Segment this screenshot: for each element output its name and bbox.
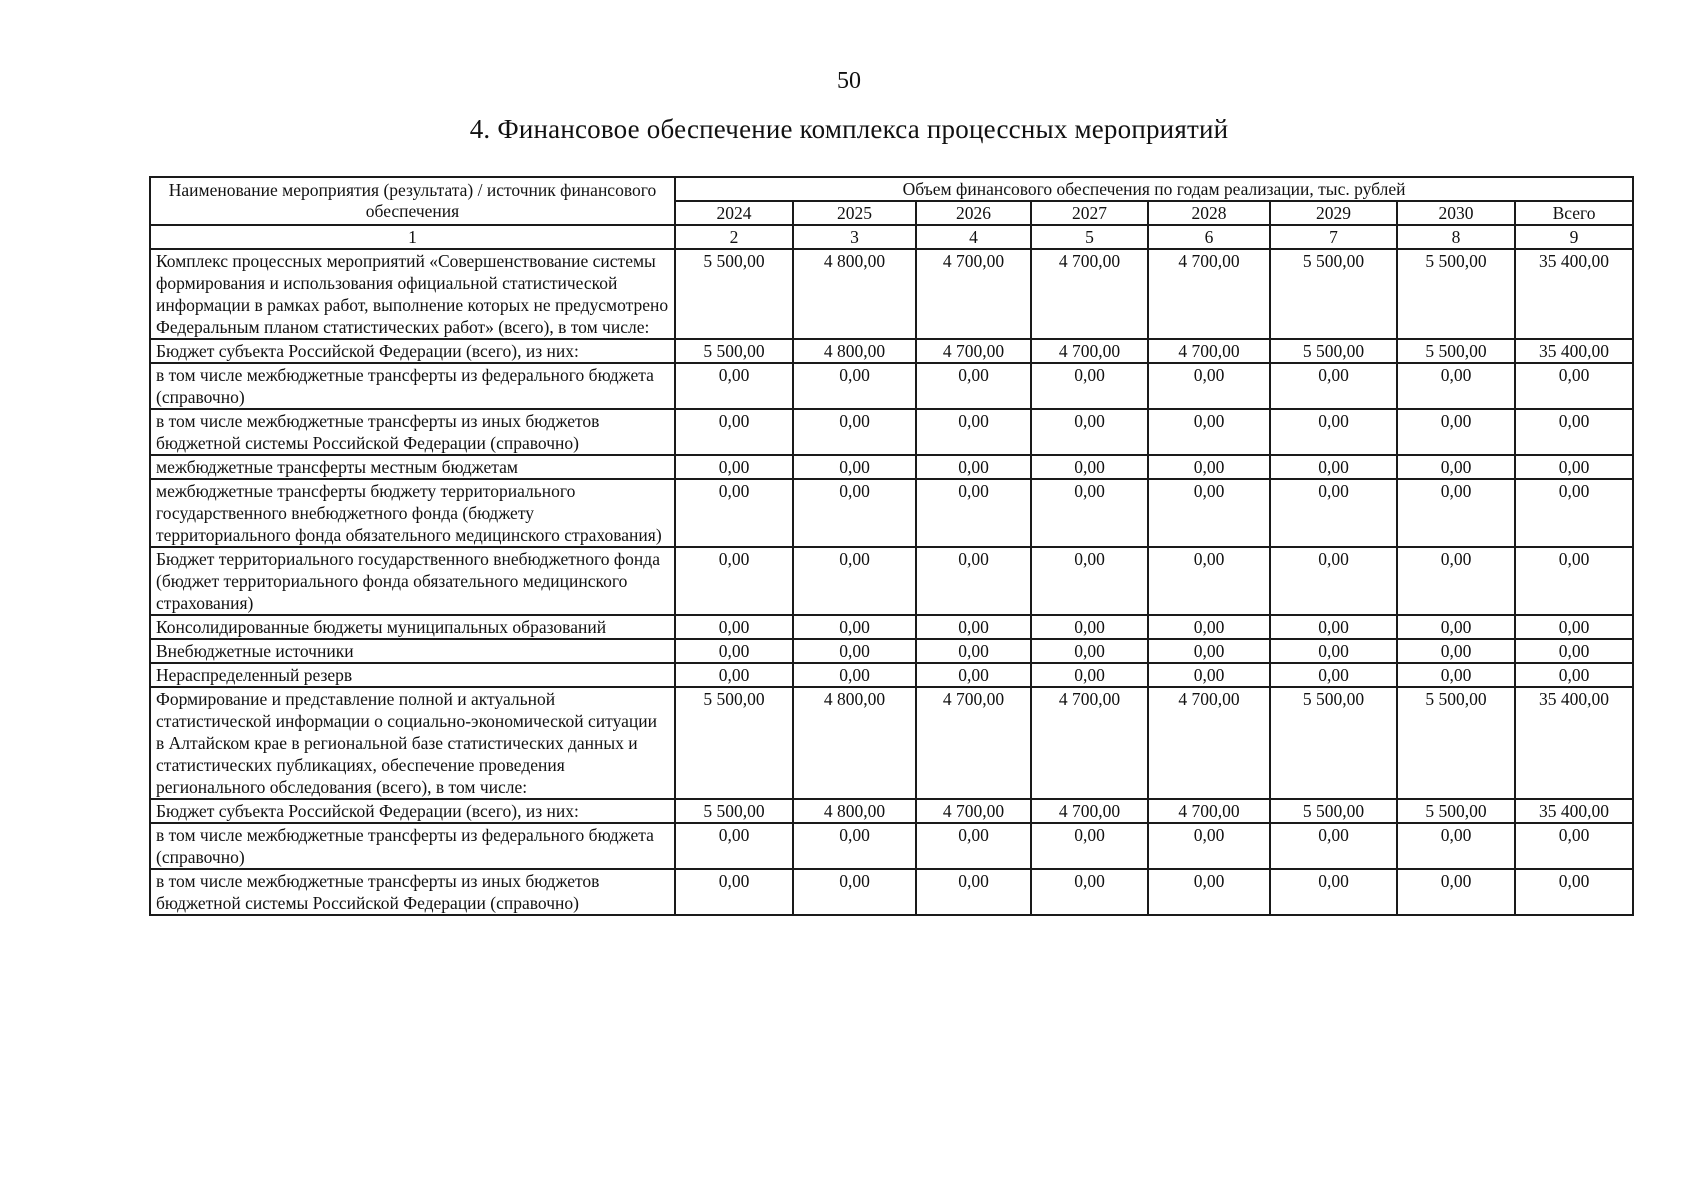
row-year-value: 0,00 [1148, 363, 1270, 409]
row-year-value: 0,00 [793, 409, 916, 455]
header-year: 2028 [1148, 201, 1270, 225]
row-name: Формирование и представление полной и актуальной статистической информации о социально-экономической ситуации в Алтайском крае в региональной базе статистических данных и статистических публикациях, обеспечение проведения регионального обследования (всего), в том числе: [150, 687, 675, 799]
row-year-value: 5 500,00 [1397, 249, 1515, 339]
column-number: 7 [1270, 225, 1397, 249]
row-year-value: 0,00 [793, 547, 916, 615]
table-row [150, 799, 1633, 823]
column-number: 3 [793, 225, 916, 249]
row-total-value: 35 400,00 [1515, 339, 1633, 363]
header-row-column-numbers [150, 225, 1633, 249]
row-year-value: 0,00 [1270, 363, 1397, 409]
table-header [150, 177, 1633, 249]
row-year-value: 5 500,00 [675, 799, 793, 823]
header-row-volume [150, 177, 1633, 201]
row-name: Консолидированные бюджеты муниципальных образований [150, 615, 675, 639]
row-name: Бюджет субъекта Российской Федерации (всего), из них: [150, 799, 675, 823]
section-title: 4. Финансовое обеспечение комплекса процессных мероприятий [469, 114, 1229, 144]
row-total-value: 0,00 [1515, 823, 1633, 869]
row-year-value: 0,00 [1397, 409, 1515, 455]
row-year-value: 0,00 [1397, 663, 1515, 687]
table-row [150, 249, 1633, 339]
row-year-value: 0,00 [793, 663, 916, 687]
row-year-value: 0,00 [793, 615, 916, 639]
row-year-value: 0,00 [675, 869, 793, 915]
row-year-value: 0,00 [1397, 823, 1515, 869]
row-year-value: 0,00 [1031, 363, 1148, 409]
row-year-value: 0,00 [1270, 639, 1397, 663]
row-name: в том числе межбюджетные трансферты из иных бюджетов бюджетной системы Российской Федерации (справочно) [150, 869, 675, 915]
row-name: в том числе межбюджетные трансферты из федерального бюджета (справочно) [150, 823, 675, 869]
row-year-value: 0,00 [793, 455, 916, 479]
column-number: 2 [675, 225, 793, 249]
table-row [150, 869, 1633, 915]
row-year-value: 5 500,00 [1270, 339, 1397, 363]
row-year-value: 0,00 [1031, 409, 1148, 455]
row-year-value: 4 700,00 [1148, 339, 1270, 363]
row-year-value: 4 700,00 [1148, 799, 1270, 823]
row-year-value: 0,00 [793, 639, 916, 663]
row-total-value: 35 400,00 [1515, 687, 1633, 799]
row-year-value: 0,00 [916, 479, 1031, 547]
row-year-value: 0,00 [916, 547, 1031, 615]
table-row [150, 339, 1633, 363]
row-year-value: 5 500,00 [1270, 249, 1397, 339]
row-year-value: 0,00 [1148, 615, 1270, 639]
header-total: Всего [1515, 201, 1633, 225]
row-total-value: 0,00 [1515, 547, 1633, 615]
row-year-value: 0,00 [1031, 615, 1148, 639]
column-number: 8 [1397, 225, 1515, 249]
row-year-value: 0,00 [1270, 615, 1397, 639]
row-year-value: 4 700,00 [1031, 339, 1148, 363]
row-year-value: 0,00 [1148, 663, 1270, 687]
header-volume: Объем финансового обеспечения по годам реализации, тыс. рублей [675, 177, 1633, 201]
row-year-value: 0,00 [675, 479, 793, 547]
row-total-value: 35 400,00 [1515, 799, 1633, 823]
row-year-value: 4 700,00 [916, 799, 1031, 823]
header-year: 2029 [1270, 201, 1397, 225]
table-row [150, 639, 1633, 663]
row-name: Бюджет субъекта Российской Федерации (всего), из них: [150, 339, 675, 363]
row-year-value: 0,00 [793, 363, 916, 409]
row-year-value: 0,00 [1148, 409, 1270, 455]
table-row [150, 409, 1633, 455]
row-total-value: 0,00 [1515, 479, 1633, 547]
row-year-value: 0,00 [916, 455, 1031, 479]
row-year-value: 5 500,00 [1397, 687, 1515, 799]
row-year-value: 0,00 [916, 615, 1031, 639]
row-name: межбюджетные трансферты местным бюджетам [150, 455, 675, 479]
row-total-value: 0,00 [1515, 639, 1633, 663]
row-name: Комплекс процессных мероприятий «Совершенствование системы формирования и использования официальной статистической информации в рамках работ, выполнение которых не предусмотрено Федеральным планом статистических работ» (всего), в том числе: [150, 249, 675, 339]
row-year-value: 5 500,00 [1397, 799, 1515, 823]
column-number: 1 [150, 225, 675, 249]
row-year-value: 0,00 [675, 363, 793, 409]
page-number: 50 [837, 68, 861, 94]
row-year-value: 4 700,00 [916, 687, 1031, 799]
row-total-value: 0,00 [1515, 615, 1633, 639]
header-year: 2027 [1031, 201, 1148, 225]
row-year-value: 0,00 [916, 363, 1031, 409]
row-year-value: 0,00 [675, 409, 793, 455]
table-row [150, 823, 1633, 869]
row-name: в том числе межбюджетные трансферты из иных бюджетов бюджетной системы Российской Федерации (справочно) [150, 409, 675, 455]
row-year-value: 0,00 [1270, 663, 1397, 687]
row-year-value: 0,00 [1397, 615, 1515, 639]
row-year-value: 5 500,00 [1270, 799, 1397, 823]
column-number: 4 [916, 225, 1031, 249]
row-year-value: 0,00 [1397, 479, 1515, 547]
row-year-value: 0,00 [1031, 547, 1148, 615]
table-row [150, 663, 1633, 687]
header-year: 2024 [675, 201, 793, 225]
row-year-value: 0,00 [793, 823, 916, 869]
row-year-value: 0,00 [1148, 547, 1270, 615]
row-year-value: 0,00 [1270, 869, 1397, 915]
row-year-value: 0,00 [793, 479, 916, 547]
row-year-value: 0,00 [916, 823, 1031, 869]
row-year-value: 5 500,00 [1397, 339, 1515, 363]
row-name: Внебюджетные источники [150, 639, 675, 663]
row-year-value: 4 700,00 [1148, 249, 1270, 339]
header-year: 2030 [1397, 201, 1515, 225]
header-name-column: Наименование мероприятия (результата) / источник финансового обеспечения [150, 177, 675, 225]
row-year-value: 0,00 [1031, 869, 1148, 915]
row-year-value: 0,00 [1148, 869, 1270, 915]
row-year-value: 0,00 [1397, 363, 1515, 409]
row-year-value: 0,00 [1031, 479, 1148, 547]
row-year-value: 4 700,00 [916, 249, 1031, 339]
row-year-value: 0,00 [675, 547, 793, 615]
row-name: межбюджетные трансферты бюджету территориального государственного внебюджетного фонда (бюджету территориального фонда обязательного медицинского страхования) [150, 479, 675, 547]
row-total-value: 0,00 [1515, 409, 1633, 455]
row-year-value: 0,00 [916, 639, 1031, 663]
row-total-value: 0,00 [1515, 663, 1633, 687]
row-year-value: 4 700,00 [1148, 687, 1270, 799]
column-number: 5 [1031, 225, 1148, 249]
row-year-value: 4 800,00 [793, 799, 916, 823]
row-year-value: 0,00 [1031, 663, 1148, 687]
row-year-value: 5 500,00 [675, 339, 793, 363]
row-year-value: 4 800,00 [793, 339, 916, 363]
row-name: в том числе межбюджетные трансферты из федерального бюджета (справочно) [150, 363, 675, 409]
row-year-value: 0,00 [1270, 823, 1397, 869]
row-name: Бюджет территориального государственного внебюджетного фонда (бюджет территориального фонда обязательного медицинского страхования) [150, 547, 675, 615]
row-name: Нераспределенный резерв [150, 663, 675, 687]
row-total-value: 0,00 [1515, 363, 1633, 409]
row-year-value: 0,00 [1031, 823, 1148, 869]
column-number: 9 [1515, 225, 1633, 249]
header-year: 2025 [793, 201, 916, 225]
row-year-value: 0,00 [1270, 455, 1397, 479]
row-year-value: 4 700,00 [1031, 799, 1148, 823]
row-year-value: 5 500,00 [1270, 687, 1397, 799]
row-year-value: 0,00 [1397, 455, 1515, 479]
row-year-value: 0,00 [675, 663, 793, 687]
row-year-value: 4 700,00 [916, 339, 1031, 363]
row-year-value: 0,00 [1397, 869, 1515, 915]
table-row [150, 615, 1633, 639]
row-year-value: 0,00 [916, 663, 1031, 687]
row-year-value: 0,00 [1270, 547, 1397, 615]
row-year-value: 5 500,00 [675, 687, 793, 799]
row-year-value: 0,00 [675, 639, 793, 663]
row-year-value: 0,00 [1397, 639, 1515, 663]
table-row [150, 479, 1633, 547]
header-year: 2026 [916, 201, 1031, 225]
row-year-value: 4 800,00 [793, 249, 916, 339]
row-year-value: 0,00 [1031, 639, 1148, 663]
table-body [150, 249, 1633, 915]
table-row [150, 455, 1633, 479]
row-year-value: 5 500,00 [675, 249, 793, 339]
row-year-value: 0,00 [1270, 479, 1397, 547]
row-year-value: 0,00 [916, 409, 1031, 455]
row-year-value: 0,00 [675, 455, 793, 479]
row-total-value: 35 400,00 [1515, 249, 1633, 339]
row-year-value: 0,00 [1148, 639, 1270, 663]
row-total-value: 0,00 [1515, 455, 1633, 479]
row-year-value: 0,00 [793, 869, 916, 915]
table-row [150, 547, 1633, 615]
row-year-value: 0,00 [1270, 409, 1397, 455]
row-year-value: 0,00 [675, 615, 793, 639]
row-year-value: 0,00 [1397, 547, 1515, 615]
table-row [150, 363, 1633, 409]
row-year-value: 4 800,00 [793, 687, 916, 799]
row-year-value: 4 700,00 [1031, 249, 1148, 339]
row-total-value: 0,00 [1515, 869, 1633, 915]
table-row [150, 687, 1633, 799]
column-number: 6 [1148, 225, 1270, 249]
financing-table [149, 176, 1634, 916]
row-year-value: 0,00 [1031, 455, 1148, 479]
row-year-value: 0,00 [916, 869, 1031, 915]
row-year-value: 0,00 [1148, 479, 1270, 547]
row-year-value: 0,00 [675, 823, 793, 869]
row-year-value: 0,00 [1148, 455, 1270, 479]
row-year-value: 4 700,00 [1031, 687, 1148, 799]
row-year-value: 0,00 [1148, 823, 1270, 869]
